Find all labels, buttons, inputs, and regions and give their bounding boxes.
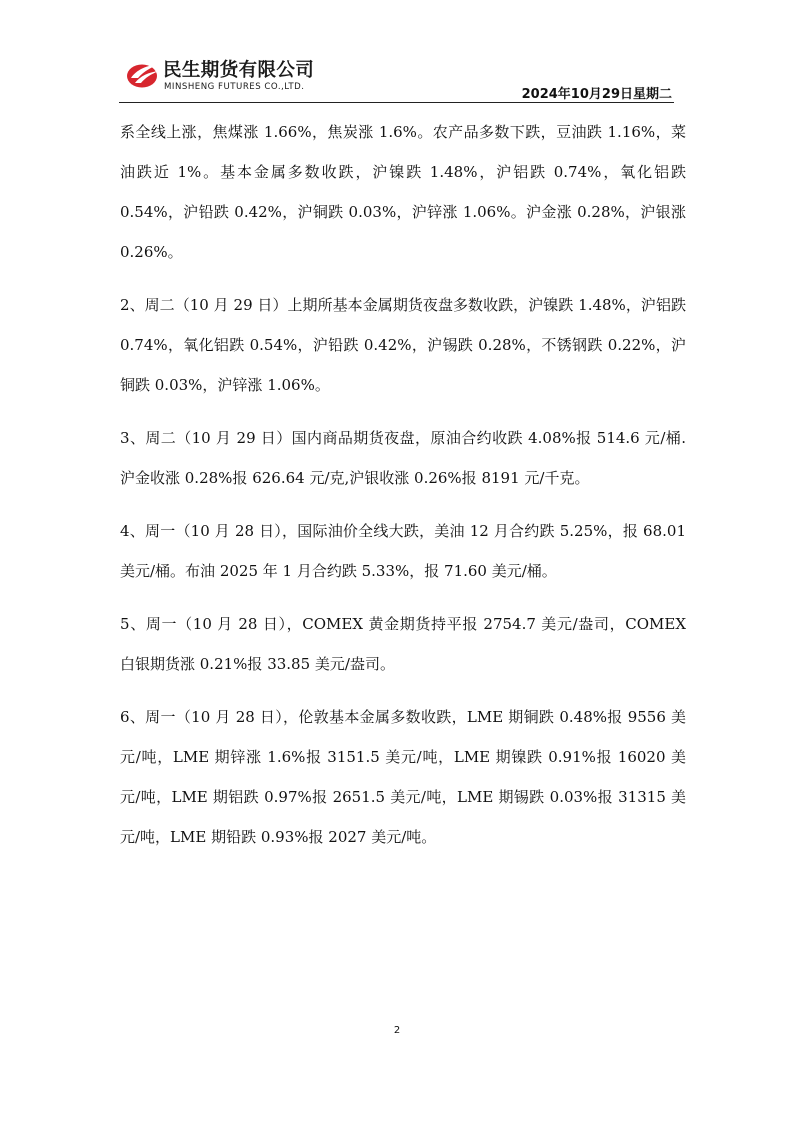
page-number: 2 [393,1025,401,1036]
minsheng-logo-icon [125,57,161,91]
report-date: 2024年10月29日星期二 [521,87,672,102]
paragraph: 系全线上涨，焦煤涨 1.66%，焦炭涨 1.6%。农产品多数下跌，豆油跌 1.16%，菜油跌近 1%。基本金属多数收跌，沪镍跌 1.48%，沪铝跌 0.74%，氧化铝跌 0.54%，沪铅跌 0.42%，沪铜跌 0.03%，沪锌涨 1.06%。沪金涨 0.28%，沪银涨 0.26%。 [120,123,686,261]
paragraph: 6、周一（10 月 28 日），伦敦基本金属多数收跌，LME 期铜跌 0.48%报 9556 美元/吨，LME 期锌涨 1.6%报 3151.5 美元/吨，LME 期镍跌 0.91%报 16020 美元/吨，LME 期铝跌 0.97%报 2651.5 美元/吨，LME 期锡跌 0.03%报 31315 美元/吨，LME 期铅跌 0.93%报 2027 美元/吨。 [120,708,686,846]
company-name-cn: 民生期货有限公司 [163,60,315,81]
paragraph: 4、周一（10 月 28 日），国际油价全线大跌，美油 12 月合约跌 5.25%，报 68.01 美元/桶。布油 2025 年 1 月合约跌 5.33%，报 71.60 美元/桶。 [120,522,686,580]
paragraph: 2、周二（10 月 29 日）上期所基本金属期货夜盘多数收跌，沪镍跌 1.48%，沪铝跌 0.74%，氧化铝跌 0.54%，沪铅跌 0.42%，沪锡跌 0.28%，不锈钢跌 0.22%，沪铜跌 0.03%，沪锌涨 1.06%。 [120,296,686,394]
page-header [119,55,674,103]
paragraph: 5、周一（10 月 28 日），COMEX 黄金期货持平报 2754.7 美元/盎司，COMEX 白银期货涨 0.21%报 33.85 美元/盎司。 [120,615,686,673]
report-body [120,112,686,870]
paragraph: 3、周二（10 月 29 日）国内商品期货夜盘，原油合约收跌 4.08%报 514.6 元/桶.沪金收涨 0.28%报 626.64 元/克,沪银收涨 0.26%报 8191 元/千克。 [120,429,686,487]
company-name-en: MINSHENG FUTURES CO.,LTD. [164,82,305,92]
